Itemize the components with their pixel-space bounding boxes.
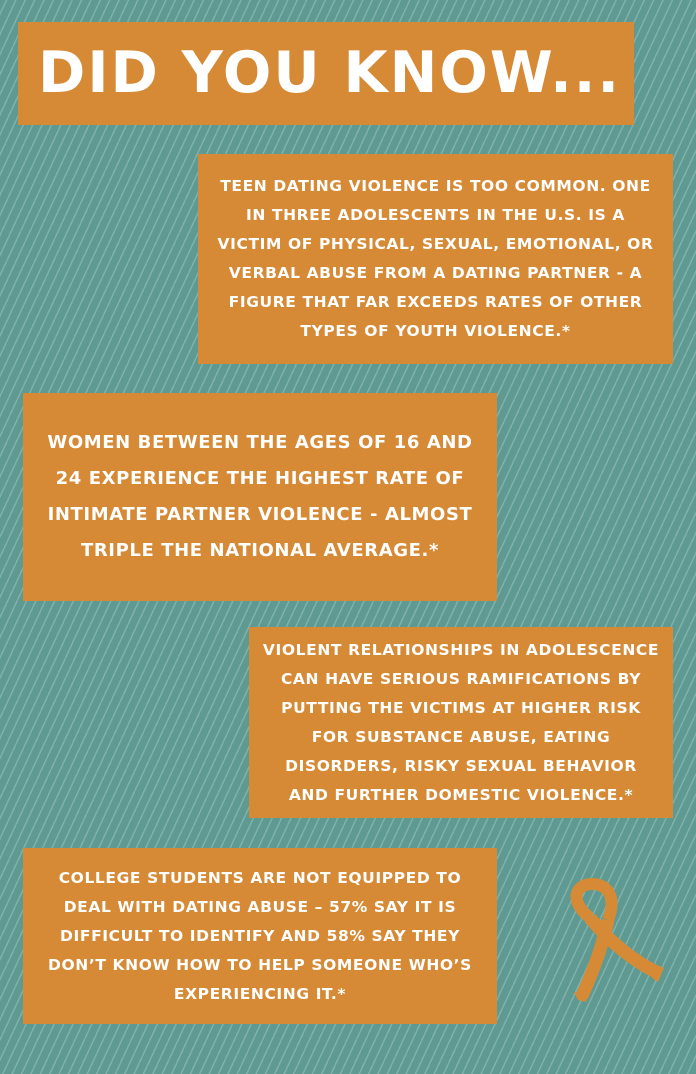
fact-line: DISORDERS, RISKY SEXUAL BEHAVIOR bbox=[285, 756, 637, 775]
fact-line: 24 EXPERIENCE THE HIGHEST RATE OF bbox=[55, 468, 465, 489]
fact-line: TEEN DATING VIOLENCE IS TOO COMMON. ONE bbox=[220, 177, 651, 195]
fact-line: IN THREE ADOLESCENTS IN THE U.S. IS A bbox=[245, 206, 626, 224]
fact-text bbox=[48, 864, 472, 1009]
fact-text bbox=[47, 425, 472, 569]
fact-line: DIFFICULT TO IDENTIFY AND 58% SAY THEY bbox=[60, 926, 460, 945]
title-banner bbox=[18, 22, 634, 125]
fact-line: CAN HAVE SERIOUS RAMIFICATIONS BY bbox=[280, 669, 642, 688]
fact-line: VICTIM OF PHYSICAL, SEXUAL, EMOTIONAL, OR bbox=[217, 235, 654, 253]
fact-line: DEAL WITH DATING ABUSE – 57% SAY IT IS bbox=[63, 897, 457, 916]
fact-line: VERBAL ABUSE FROM A DATING PARTNER - A bbox=[228, 264, 643, 282]
fact-line: INTIMATE PARTNER VIOLENCE - ALMOST bbox=[47, 504, 473, 525]
fact-card-women-16-24 bbox=[23, 393, 497, 601]
fact-card-teen-dating-violence bbox=[198, 154, 673, 364]
fact-card-ramifications bbox=[249, 627, 673, 818]
fact-text bbox=[263, 636, 659, 810]
fact-line: PUTTING THE VICTIMS AT HIGHER RISK bbox=[281, 698, 641, 717]
fact-text bbox=[218, 172, 654, 346]
awareness-ribbon-icon bbox=[560, 878, 670, 1003]
fact-line: FOR SUBSTANCE ABUSE, EATING bbox=[311, 727, 611, 746]
page-title: DID YOU KNOW... bbox=[38, 40, 622, 106]
fact-line: DON’T KNOW HOW TO HELP SOMEONE WHO’S bbox=[48, 955, 472, 974]
fact-line: AND FURTHER DOMESTIC VIOLENCE.* bbox=[288, 785, 634, 804]
fact-card-college-students bbox=[23, 848, 497, 1024]
fact-line: TRIPLE THE NATIONAL AVERAGE.* bbox=[80, 540, 439, 561]
fact-line: COLLEGE STUDENTS ARE NOT EQUIPPED TO bbox=[58, 868, 462, 887]
fact-line: WOMEN BETWEEN THE AGES OF 16 AND bbox=[47, 432, 473, 453]
fact-line: VIOLENT RELATIONSHIPS IN ADOLESCENCE bbox=[262, 640, 660, 659]
fact-line: FIGURE THAT FAR EXCEEDS RATES OF OTHER bbox=[228, 293, 643, 311]
fact-line: EXPERIENCING IT.* bbox=[173, 984, 347, 1003]
fact-line: TYPES OF YOUTH VIOLENCE.* bbox=[300, 322, 571, 340]
